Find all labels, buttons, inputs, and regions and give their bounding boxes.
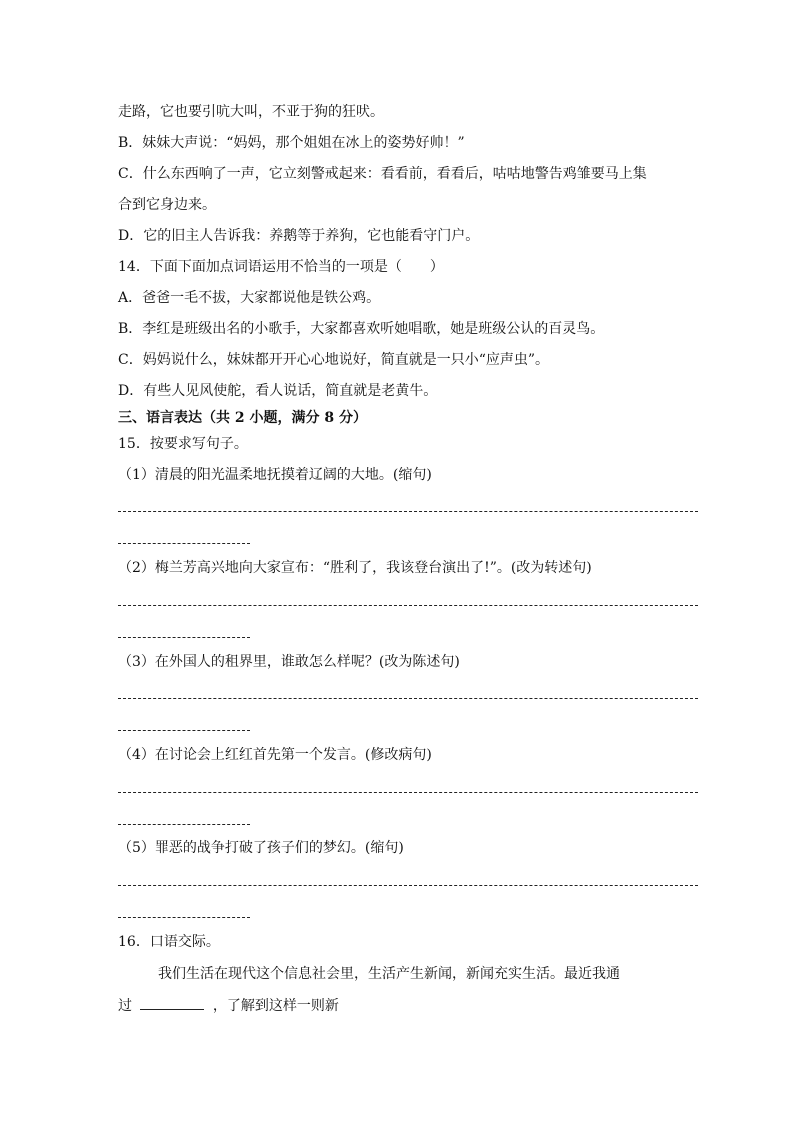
q14-option-a: A．爸爸一毛不拔，大家都说他是铁公鸡。 <box>118 290 381 306</box>
q14-option-d: D．有些人见风使舵，看人说话，简直就是老黄牛。 <box>118 383 438 399</box>
q15-item-3: （3）在外国人的租界里，谁敢怎么样呢？(改为陈述句) <box>118 654 460 670</box>
q16-text-before-blank: 过 <box>118 998 132 1014</box>
answer-line-2a[interactable] <box>118 605 698 606</box>
q15-stem: 15．按要求写句子。 <box>118 436 248 452</box>
answer-line-2b[interactable] <box>118 637 250 638</box>
answer-line-4a[interactable] <box>118 792 698 793</box>
q13-option-b: B．妹妹大声说：“妈妈，那个姐姐在冰上的姿势好帅！” <box>118 135 465 151</box>
q13-option-d: D．它的旧主人告诉我：养鹅等于养狗，它也能看守门户。 <box>118 228 480 244</box>
q13-option-c-line1: C．什么东西响了一声，它立刻警戒起来：看看前，看看后，咕咕地警告鸡雏要马上集 <box>118 166 647 182</box>
q16-stem: 16．口语交际。 <box>118 934 220 950</box>
answer-line-3b[interactable] <box>118 730 250 731</box>
answer-line-4b[interactable] <box>118 824 250 825</box>
q14-option-b: B．李红是班级出名的小歌手，大家都喜欢听她唱歌，她是班级公认的百灵鸟。 <box>118 321 605 337</box>
answer-line-1b[interactable] <box>118 543 250 544</box>
answer-line-5a[interactable] <box>118 885 698 886</box>
answer-line-3a[interactable] <box>118 698 698 699</box>
q13-option-c-line2: 合到它身边来。 <box>118 197 216 213</box>
answer-line-1a[interactable] <box>118 511 698 512</box>
section-3-heading: 三、语言表达（共 2 小题，满分 8 分） <box>118 410 367 426</box>
q14-stem: 14．下面下面加点词语运用不恰当的一项是（ ） <box>118 259 444 275</box>
q15-item-1: （1）清晨的阳光温柔地抚摸着辽阔的大地。(缩句) <box>118 467 432 483</box>
q15-item-2: （2）梅兰芳高兴地向大家宣布：“胜利了，我该登台演出了!”。(改为转述句) <box>118 560 592 576</box>
fill-in-blank[interactable] <box>140 997 204 1010</box>
q16-paragraph-line2 <box>118 996 339 1016</box>
answer-line-5b[interactable] <box>118 917 250 918</box>
q13-option-a-tail: 走路，它也要引吭大叫，不亚于狗的狂吠。 <box>118 104 384 120</box>
q16-paragraph-line1: 我们生活在现代这个信息社会里，生活产生新闻，新闻充实生活。最近我通 <box>158 966 620 982</box>
q15-item-5: （5）罪恶的战争打破了孩子们的梦幻。(缩句) <box>118 840 404 856</box>
q15-item-4: （4）在讨论会上红红首先第一个发言。(修改病句) <box>118 747 432 763</box>
q14-option-c: C．妈妈说什么，妹妹都开开心心地说好，简直就是一只小“应声虫”。 <box>118 352 550 368</box>
q16-text-after-blank: ，了解到这样一则新 <box>212 998 339 1014</box>
